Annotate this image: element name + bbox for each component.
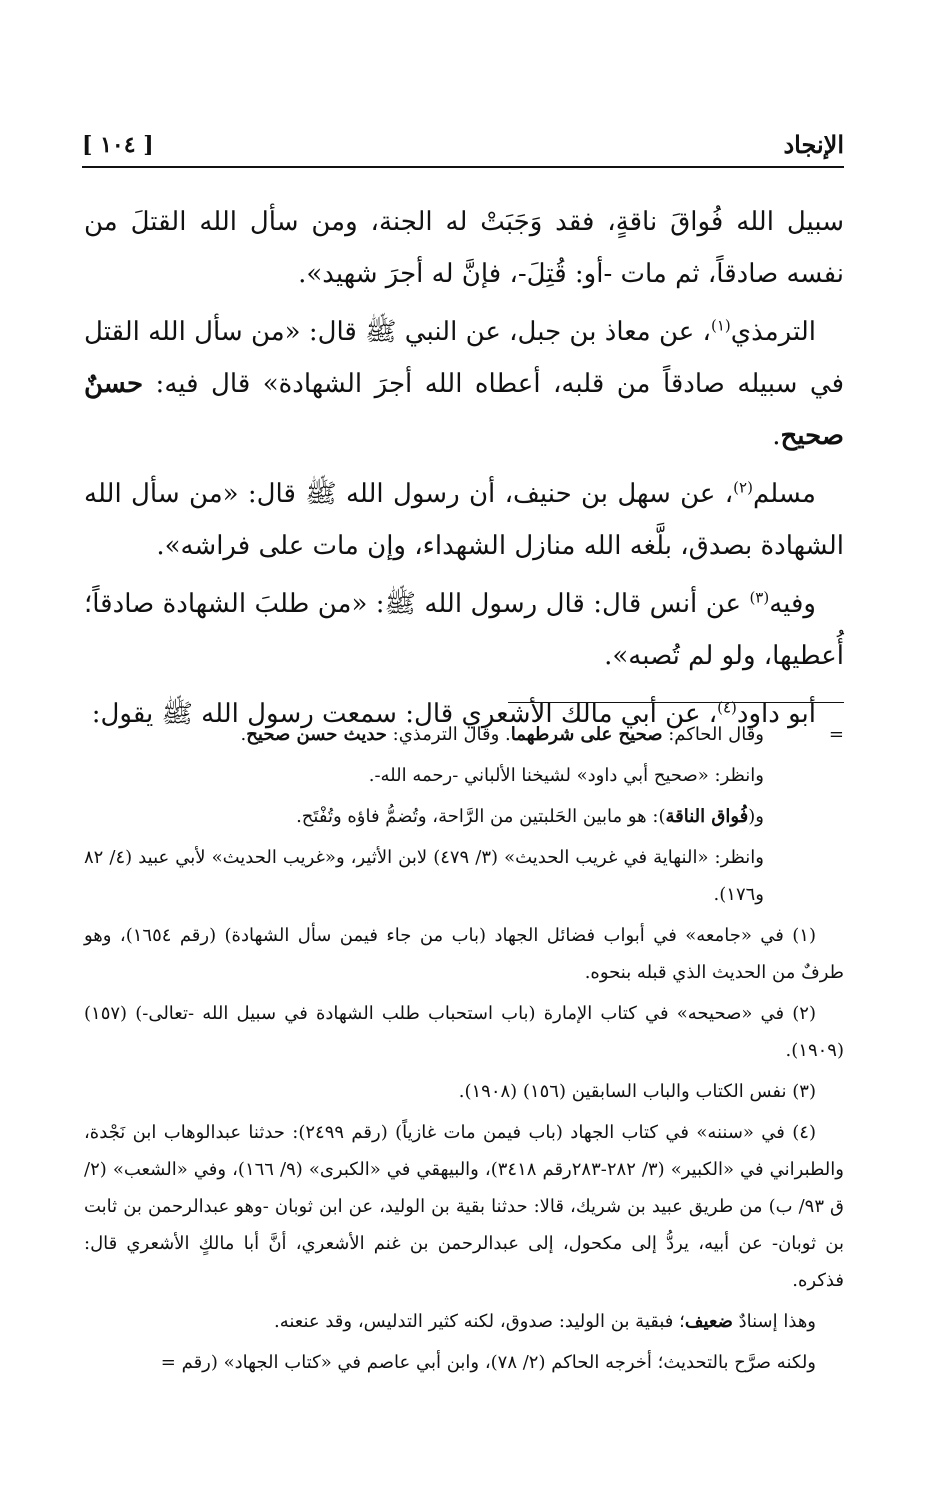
footnote-3: (٣) نفس الكتاب والباب السابقين (١٥٦) (١٩٠٨). <box>458 1081 816 1102</box>
text-run: و( <box>748 806 764 827</box>
text-run: ؛ فبقية بن الوليد: صدوق، لكنه كثير التدليس، وقد عنعنه. <box>273 1311 685 1332</box>
bold-text: صحيح على شرطهما <box>510 724 663 745</box>
footnote-ref-4: (٤) <box>717 698 737 717</box>
footnote-ref-3: (٣) <box>749 588 770 607</box>
paragraph-4-text: عن أنس قال: قال رسول الله ﷺ: «من طلبَ الشهادة صادقاً؛ أُعطيها، ولو لم تُصبه». <box>84 589 844 671</box>
source-name: الترمذي <box>730 317 816 347</box>
page-number: [ ١٠٤ ] <box>82 132 154 158</box>
footnote-continuation <box>84 716 844 913</box>
source-name: مسلم <box>752 479 816 509</box>
source-name: أبو داود <box>736 699 816 729</box>
footnote-ref-2: (٢) <box>733 478 753 497</box>
paragraph-3 <box>84 468 844 572</box>
main-text <box>84 196 844 746</box>
page-header <box>82 128 844 168</box>
text-run: وهذا إسنادٌ <box>732 1311 816 1332</box>
hadith-grade: حسنٌ صحيح <box>84 369 844 451</box>
footnote-cont-line-3 <box>84 798 804 835</box>
footnote-2: (٢) في «صحيحه» في كتاب الإمارة (باب استحباب طلب الشهادة في سبيل الله -تعالى-) (١٥٧) (١٩٠٩). <box>84 1003 844 1061</box>
bold-text: فُواق الناقة <box>665 806 749 827</box>
paragraph-2-text: ، عن معاذ بن جبل، عن النبي ﷺ قال: «من سأل الله القتل في سبيله صادقاً من قلبه، أعطاه الله أجرَ الشهادة» قال فيه: <box>84 317 844 399</box>
footnote-1: (١) في «جامعه» في أبواب فضائل الجهاد (باب من جاء فيمن سأل الشهادة) (رقم ١٦٥٤)، وهو طرفٌ من الحديث الذي قبله بنحوه. <box>84 925 844 983</box>
footnote-separator <box>508 702 844 703</box>
continuation-mark: = <box>828 724 844 745</box>
running-title: الإنجاد <box>783 130 844 159</box>
footnote-cont-line-2: وانظر: «صحيح أبي داود» لشيخنا الألباني -رحمه الله-. <box>368 765 764 786</box>
text-run: وقال الحاكم: <box>662 724 764 745</box>
paragraph-2-end: . <box>772 421 781 451</box>
footnote-4-paragraph-2 <box>84 1303 844 1340</box>
paragraph-5-text: ، عن أبي مالك الأشعري قال: سمعت رسول الله ﷺ يقول: <box>91 699 718 729</box>
source-name: وفيه <box>769 589 816 619</box>
paragraph-2 <box>84 306 844 462</box>
footnote-cont-line-4: وانظر: «النهاية في غريب الحديث» (٣/ ٤٧٩) لابن الأثير، و«غريب الحديث» لأبي عبيد (٤/ ٨٢ و١٧٦). <box>84 847 764 905</box>
footnote-ref-1: (١) <box>710 316 731 335</box>
footnote-cont-line-1 <box>84 716 804 753</box>
text-run: . <box>240 724 247 745</box>
text-run: . وقال الترمذي: <box>386 724 511 745</box>
paragraph-1: سبيل الله فُواقَ ناقةٍ، فقد وَجَبَتْ له الجنة، ومن سأل الله القتلَ من نفسه صادقاً، ثم مات -أو: قُتِلَ-، فإنَّ له أجرَ شهيد». <box>84 207 844 289</box>
header-rule <box>82 166 844 168</box>
paragraph-4 <box>84 578 844 682</box>
bold-text: ضعيف <box>684 1311 733 1332</box>
footnote-4-paragraph-3: ولكنه صرَّح بالتحديث؛ أخرجه الحاكم (٢/ ٧٨)، وابن أبي عاصم في «كتاب الجهاد» (رقم = <box>160 1352 816 1373</box>
text-run: ): هو مابين الحَلبتين من الرَّاحة، وتُضمُّ فاؤه وتُفْتَح. <box>296 806 666 827</box>
footnotes <box>84 716 844 1385</box>
paragraph-3-text: ، عن سهل بن حنيف، أن رسول الله ﷺ قال: «من سأل الله الشهادة بصدق، بلَّغه الله منازل الشهداء، وإن مات على فراشه». <box>84 479 844 561</box>
footnote-4: (٤) في «سننه» في كتاب الجهاد (باب فيمن مات غازياً) (رقم ٢٤٩٩): حدثنا عبدالوهاب ابن نَجْدة، والطبراني في «الكبير» (٣/ ٢٨٢-٢٨٣رقم ٣٤١٨)، والبيهقي في «الكبرى» (٩/ ١٦٦)، وفي «الشعب» (٢/ ق ٩٣/ ب) من طريق عبيد بن شريك، قالا: حدثنا بقية بن الوليد، عن ابن ثوبان -وهو عبدالرحمن بن ثابت بن ثوبان- عن أبيه، يردُّ إلى مكحول، إلى عبدالرحمن بن غنم الأشعري، أنَّ أبا مالكٍ الأشعري قال: فذكره. <box>84 1122 844 1291</box>
bold-text: حديث حسن صحيح <box>246 724 387 745</box>
